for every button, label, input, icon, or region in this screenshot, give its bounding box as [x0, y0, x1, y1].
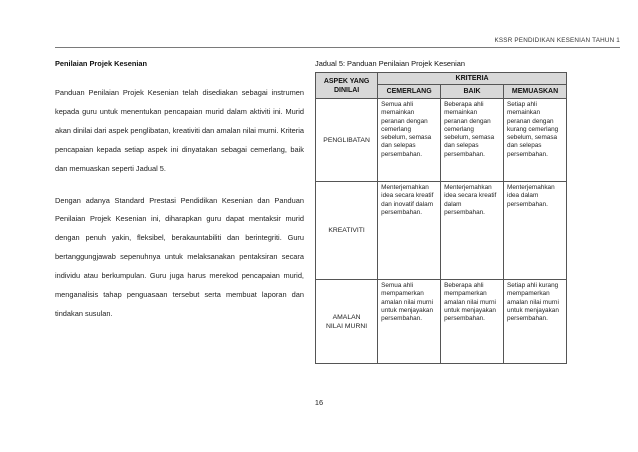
- criteria-header: KRITERIA: [378, 73, 567, 85]
- table-cell: [441, 182, 504, 280]
- header-divider: [55, 47, 620, 48]
- table-row: [316, 280, 567, 364]
- cell-text: Setiap ahli memainkan peranan dengan kurang cemerlang sebelum, semasa dan selepas persembahan.: [507, 101, 559, 158]
- table-cell: [504, 280, 567, 364]
- assessment-table: [315, 72, 567, 364]
- page-number: 16: [314, 398, 324, 407]
- aspect-kreativiti: KREATIVITI: [316, 182, 378, 280]
- column-header-baik: BAIK: [441, 85, 504, 99]
- cell-text: Semua ahli mempamerkan amalan nilai murni untuk menjayakan persembahan.: [381, 282, 434, 323]
- cell-text: Menterjemahkan idea secara kreatif dan inovatif dalam persembahan.: [381, 184, 434, 216]
- left-column: [55, 59, 304, 337]
- cell-text: Setiap ahli kurang mempamerkan amalan nilai murni untuk menjayakan persembahan.: [507, 282, 559, 323]
- column-header-cemerlang: CEMERLANG: [378, 85, 441, 99]
- paragraph-1: Panduan Penilaian Projek Kesenian telah disediakan sebagai instrumen kepada guru untuk menentukan pencapaian murid dalam aktiviti ini. Murid akan dinilai dari aspek penglibatan, kreativiti dan amalan nilai murni. Kriteria pencapaian kepada setiap aspek ini dinyatakan sebagai cemerlang, baik dan memuaskan seperti Jadual 5.: [55, 88, 304, 173]
- cell-text: Beberapa ahli memainkan peranan dengan cemerlang sebelum, semasa dan selepas persembahan.: [444, 101, 495, 158]
- cell-text: Menterjemahkan idea dalam persembahan.: [507, 184, 555, 208]
- table-cell: [504, 99, 567, 182]
- table-row: [316, 182, 567, 280]
- running-header: KSSR PENDIDIKAN KESENIAN TAHUN 1: [494, 37, 620, 44]
- aspect-header: ASPEK YANG DINILAI: [316, 73, 378, 99]
- table-cell: [504, 182, 567, 280]
- table-header-row: [316, 73, 567, 85]
- paragraph-2: Dengan adanya Standard Prestasi Pendidikan Kesenian dan Panduan Penilaian Projek Kesenian ini, diharapkan guru dapat mentaksir murid dengan penuh yakin, fleksibel, berakauntabiliti dan berintegriti. Guru bertanggungjawab sepenuhnya untuk melaksanakan pentaksiran secara individu atau berkumpulan. Guru juga harus merekod pencapaian murid, menganalisis tahap penguasaan tersebut serta membuat laporan dan tindakan susulan.: [55, 195, 304, 318]
- aspect-amalan-nilai-murni: [316, 280, 378, 364]
- table-cell: [441, 99, 504, 182]
- column-header-memuaskan: MEMUASKAN: [504, 85, 567, 99]
- aspect-label: AMALAN NILAI MURNI: [325, 313, 368, 330]
- section-title: Penilaian Projek Kesenian: [55, 59, 148, 68]
- cell-text: Beberapa ahli mempamerkan amalan nilai murni untuk menjayakan persembahan.: [444, 282, 496, 323]
- aspect-penglibatan: PENGLIBATAN: [316, 99, 378, 182]
- table-cell: [378, 280, 441, 364]
- table-cell: [441, 280, 504, 364]
- table-cell: [378, 182, 441, 280]
- table-caption: Jadual 5: Panduan Penilaian Projek Kesenian: [315, 59, 465, 68]
- right-column: [315, 59, 621, 364]
- table-row: [316, 99, 567, 182]
- table-cell: [378, 99, 441, 182]
- cell-text: Semua ahli memainkan peranan dengan cemerlang sebelum, semasa dan selepas persembahan.: [381, 101, 432, 158]
- cell-text: Menterjemahkan idea secara kreatif dalam persembahan.: [444, 184, 497, 216]
